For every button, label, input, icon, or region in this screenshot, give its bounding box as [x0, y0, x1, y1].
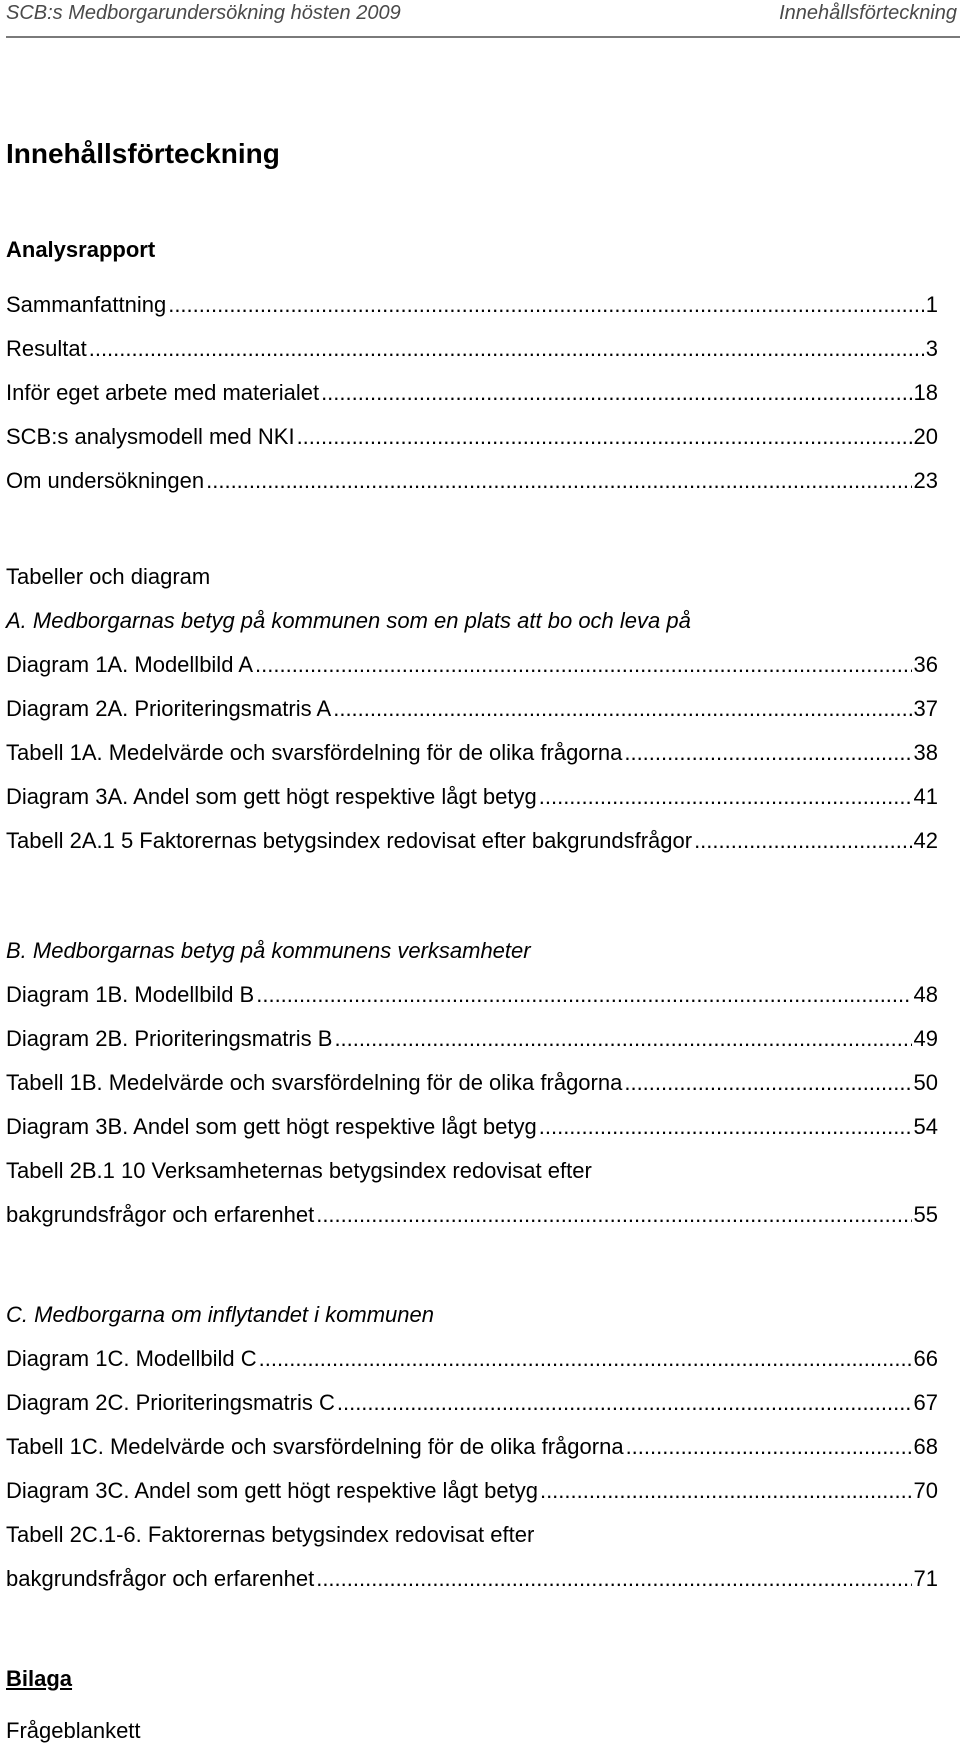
toc-leader-dots: [626, 1434, 912, 1460]
toc-leader-dots: [206, 468, 911, 494]
toc-entry[interactable]: [6, 424, 938, 450]
toc-entry-label: Diagram 3C. Andel som gett högt respektive lågt betyg: [6, 1478, 538, 1503]
toc-leader-dots: [316, 1566, 911, 1592]
toc-entry[interactable]: [6, 1026, 938, 1052]
toc-leader-dots: [297, 424, 912, 450]
toc-leader-dots: [89, 336, 924, 362]
toc-entry-page: 54: [913, 1114, 938, 1139]
toc-entry-label: Diagram 2B. Prioriteringsmatris B: [6, 1026, 333, 1051]
toc-entry-page: 71: [913, 1566, 938, 1591]
toc-entry-page: 1: [925, 292, 938, 317]
toc-entry-page: 20: [913, 424, 938, 449]
toc-entry-label: Diagram 3B. Andel som gett högt respektive lågt betyg: [6, 1114, 537, 1139]
toc-entry[interactable]: [6, 784, 938, 810]
toc-entry-page: 36: [913, 652, 938, 677]
toc-entry-page: 50: [913, 1070, 938, 1095]
toc-entry[interactable]: [6, 468, 938, 494]
toc-entry[interactable]: [6, 1478, 938, 1504]
toc-entry-page: 41: [913, 784, 938, 809]
toc-leader-dots: [540, 1478, 912, 1504]
toc-entry-label: Diagram 1B. Modellbild B: [6, 982, 255, 1007]
toc-entry-page: 42: [913, 828, 938, 853]
toc-entry-page: 68: [913, 1434, 938, 1459]
toc-leader-dots: [333, 696, 911, 722]
toc-entry[interactable]: [6, 696, 938, 722]
toc-entry-label: bakgrundsfrågor och erfarenhet: [6, 1202, 315, 1227]
toc-entry-label: Inför eget arbete med materialet: [6, 380, 320, 405]
toc-entry-page: 38: [913, 740, 938, 765]
toc-entry[interactable]: [6, 828, 938, 854]
toc-entry-label: Sammanfattning: [6, 292, 167, 317]
toc-leader-dots: [694, 828, 911, 854]
section-heading-bilaga: Bilaga: [6, 1666, 73, 1691]
toc-entry-label: Diagram 2A. Prioriteringsmatris A: [6, 696, 332, 721]
toc-entry-page: 49: [913, 1026, 938, 1051]
toc-leader-dots: [624, 740, 911, 766]
toc-entry[interactable]: [6, 1390, 938, 1416]
toc-entry-label: SCB:s analysmodell med NKI: [6, 424, 295, 449]
toc-entry-page: 70: [913, 1478, 938, 1503]
toc-entry-page: 37: [913, 696, 938, 721]
section-heading-c: C. Medborgarna om inflytandet i kommunen: [6, 1302, 434, 1327]
toc-entry-label: Om undersökningen: [6, 468, 205, 493]
toc-leader-dots: [259, 1346, 912, 1372]
toc-leader-dots: [316, 1202, 911, 1228]
toc-entry-page: 66: [913, 1346, 938, 1371]
toc-leader-dots: [334, 1026, 911, 1052]
toc-entry[interactable]: [6, 1346, 938, 1372]
toc-entry[interactable]: [6, 1114, 938, 1140]
section-heading-a: A. Medborgarnas betyg på kommunen som en plats att bo och leva på: [6, 608, 691, 633]
toc-entry-page: 23: [913, 468, 938, 493]
toc-entry-label: Diagram 1A. Modellbild A: [6, 652, 254, 677]
toc-entry-page: 55: [913, 1202, 938, 1227]
toc-entry-label: Tabell 1B. Medelvärde och svarsfördelning för de olika frågorna: [6, 1070, 623, 1095]
toc-entry-label: Resultat: [6, 336, 87, 361]
toc-entry[interactable]: [6, 740, 938, 766]
section-heading-tabeller: Tabeller och diagram: [6, 564, 211, 589]
toc-entry[interactable]: [6, 1566, 938, 1592]
toc-leader-dots: [255, 652, 912, 678]
toc-leader-dots: [624, 1070, 911, 1096]
section-heading-b: B. Medborgarnas betyg på kommunens verksamheter: [6, 938, 531, 963]
section-heading-analysrapport: Analysrapport: [6, 237, 156, 262]
toc-entry-label: Diagram 1C. Modellbild C: [6, 1346, 257, 1371]
header-section-title: Innehållsförteckning: [779, 2, 957, 24]
page-title: Innehållsförteckning: [6, 138, 280, 169]
toc-entry-page: 3: [925, 336, 938, 361]
toc-entry-label: Tabell 1A. Medelvärde och svarsfördelning för de olika frågorna: [6, 740, 623, 765]
toc-leader-dots: [337, 1390, 912, 1416]
toc-leader-dots: [539, 784, 912, 810]
toc-entry-first-line[interactable]: Tabell 2C.1-6. Faktorernas betygsindex redovisat efter: [6, 1522, 535, 1547]
bilaga-item[interactable]: Frågeblankett: [6, 1718, 141, 1743]
toc-entry[interactable]: [6, 1202, 938, 1228]
toc-leader-dots: [256, 982, 911, 1008]
toc-entry[interactable]: [6, 292, 938, 318]
toc-entry-label: Tabell 2A.1 5 Faktorernas betygsindex redovisat efter bakgrundsfrågor: [6, 828, 693, 853]
toc-leader-dots: [539, 1114, 912, 1140]
toc-entry[interactable]: [6, 1070, 938, 1096]
toc-entry-page: 67: [913, 1390, 938, 1415]
toc-entry[interactable]: [6, 380, 938, 406]
toc-entry-page: 18: [913, 380, 938, 405]
toc-entry[interactable]: [6, 652, 938, 678]
toc-entry-label: Diagram 2C. Prioriteringsmatris C: [6, 1390, 335, 1415]
toc-entry[interactable]: [6, 336, 938, 362]
toc-entry[interactable]: [6, 982, 938, 1008]
toc-leader-dots: [321, 380, 911, 406]
toc-entry[interactable]: [6, 1434, 938, 1460]
header-document-title: SCB:s Medborgarundersökning hösten 2009: [6, 2, 401, 24]
page-header: [6, 0, 960, 38]
toc-entry-label: bakgrundsfrågor och erfarenhet: [6, 1566, 315, 1591]
toc-leader-dots: [168, 292, 924, 318]
toc-entry-label: Diagram 3A. Andel som gett högt respektive lågt betyg: [6, 784, 537, 809]
toc-entry-label: Tabell 1C. Medelvärde och svarsfördelning för de olika frågorna: [6, 1434, 624, 1459]
toc-entry-page: 48: [913, 982, 938, 1007]
toc-entry-first-line[interactable]: Tabell 2B.1 10 Verksamheternas betygsindex redovisat efter: [6, 1158, 592, 1183]
